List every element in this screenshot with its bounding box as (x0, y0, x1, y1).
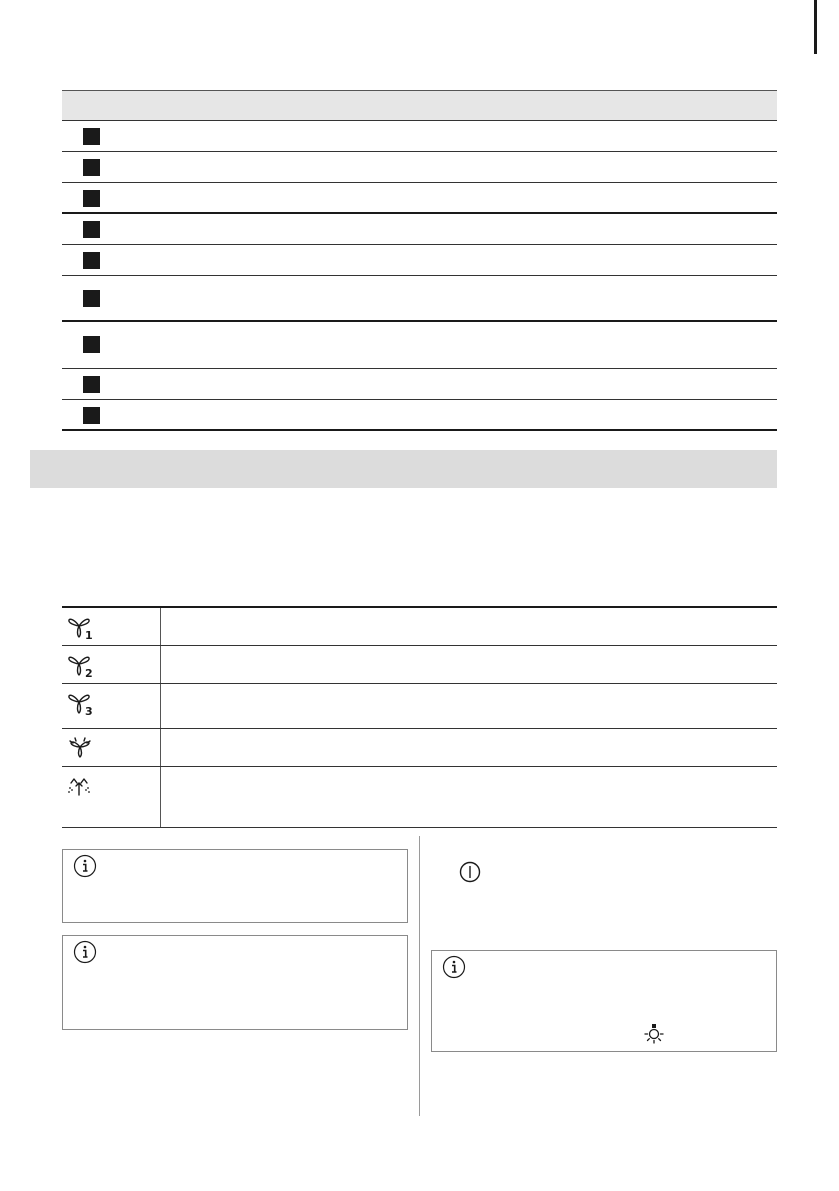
table-row (62, 729, 777, 767)
black-square-marker (83, 376, 100, 393)
info-note-box (62, 849, 408, 923)
black-square-marker (83, 290, 100, 307)
table-row (62, 121, 777, 152)
black-square-marker (83, 128, 100, 145)
black-square-marker (83, 159, 100, 176)
table-row (62, 183, 777, 214)
info-icon (442, 955, 466, 979)
fan-speed-digit: 3 (85, 705, 93, 716)
table-row (62, 646, 777, 684)
light-bulb-icon (642, 1022, 666, 1046)
table-row (62, 276, 777, 322)
auto-extraction-icon (66, 773, 100, 799)
breeze-fan-icon (66, 735, 100, 761)
fan-speed-3-icon (66, 690, 100, 716)
power-icon (458, 860, 482, 884)
table-row (62, 684, 777, 729)
table-row (62, 322, 777, 369)
table-header (62, 90, 777, 121)
fan-speed-table (62, 606, 777, 828)
black-square-marker (83, 221, 100, 238)
fan-speed-2-icon (66, 652, 100, 678)
display-table (62, 90, 777, 431)
table-row (62, 245, 777, 276)
table-row (62, 608, 777, 646)
fan-speed-digit: 1 (85, 629, 93, 640)
fan-speed-digit: 2 (85, 667, 93, 678)
black-square-marker (83, 336, 100, 353)
black-square-marker (83, 407, 100, 424)
info-note-box (431, 950, 777, 1052)
table-row (62, 767, 777, 828)
edge-marker (814, 0, 817, 54)
black-square-marker (83, 190, 100, 207)
table-row (62, 400, 777, 431)
info-note-box (62, 935, 408, 1030)
table-row (62, 369, 777, 400)
column-divider (419, 836, 420, 1116)
table-row (62, 152, 777, 183)
info-icon (73, 940, 97, 964)
info-icon (73, 854, 97, 878)
black-square-marker (83, 252, 100, 269)
table-row (62, 214, 777, 245)
fan-speed-1-icon (66, 614, 100, 640)
section-heading-bar (30, 450, 777, 488)
